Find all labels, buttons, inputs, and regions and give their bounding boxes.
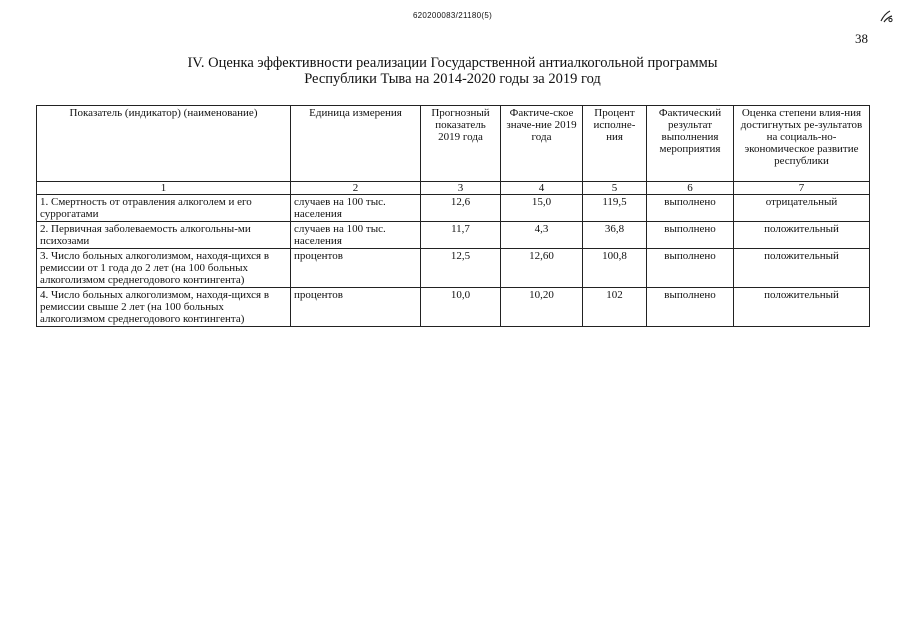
handwritten-mark-icon [878,8,894,24]
column-header: Фактический результат выполнения мероприятия [647,106,734,182]
indicator-cell: 1. Смертность от отравления алкоголем и его суррогатами [37,195,291,222]
column-header: Фактиче-ское значе-ние 2019 года [501,106,583,182]
forecast-cell: 12,5 [421,249,501,288]
result-cell: выполнено [647,222,734,249]
indicator-cell: 3. Число больных алкоголизмом, находя-щихся в ремиссии от 1 года до 2 лет (на 100 больных алкоголизмом среднегодового контингента) [37,249,291,288]
assessment-cell: отрицательный [734,195,870,222]
column-number: 1 [37,182,291,195]
assessment-cell: положительный [734,249,870,288]
column-number: 3 [421,182,501,195]
column-number: 6 [647,182,734,195]
title-line-1: IV. Оценка эффективности реализации Государственной антиалкогольной программы [187,55,718,71]
result-cell: выполнено [647,288,734,327]
column-header: Оценка степени влия-ния достигнутых ре-зультатов на социаль-но-экономическое развитие республики [734,106,870,182]
column-header: Единица измерения [291,106,421,182]
unit-cell: случаев на 100 тыс. населения [291,222,421,249]
evaluation-table [36,105,870,327]
table-row [37,222,870,249]
unit-cell: процентов [291,288,421,327]
page-number: 38 [855,31,868,46]
unit-cell: процентов [291,249,421,288]
unit-cell: случаев на 100 тыс. населения [291,195,421,222]
table-header-row [37,106,870,182]
column-header: Процент исполне-ния [583,106,647,182]
indicator-cell: 4. Число больных алкоголизмом, находя-щихся в ремиссии свыше 2 лет (на 100 больных алкоголизмом среднегодового контингента) [37,288,291,327]
column-number: 4 [501,182,583,195]
result-cell: выполнено [647,249,734,288]
table-row [37,288,870,327]
actual-cell: 10,20 [501,288,583,327]
result-cell: выполнено [647,195,734,222]
column-number: 2 [291,182,421,195]
percent-cell: 36,8 [583,222,647,249]
percent-cell: 119,5 [583,195,647,222]
assessment-cell: положительный [734,288,870,327]
forecast-cell: 12,6 [421,195,501,222]
percent-cell: 100,8 [583,249,647,288]
column-header: Прогнозный показатель 2019 года [421,106,501,182]
table-row [37,249,870,288]
assessment-cell: положительный [734,222,870,249]
title-line-2: Республики Тыва на 2014-2020 годы за 2019 год [304,71,601,87]
forecast-cell: 11,7 [421,222,501,249]
document-code: 620200083/21180(5) [412,11,493,20]
actual-cell: 15,0 [501,195,583,222]
indicator-cell: 2. Первичная заболеваемость алкогольны-ми психозами [37,222,291,249]
actual-cell: 4,3 [501,222,583,249]
column-header: Показатель (индикатор) (наименование) [37,106,291,182]
actual-cell: 12,60 [501,249,583,288]
forecast-cell: 10,0 [421,288,501,327]
table-row [37,195,870,222]
column-number-row [37,182,870,195]
column-number: 7 [734,182,870,195]
percent-cell: 102 [583,288,647,327]
page-title [0,55,905,87]
column-number: 5 [583,182,647,195]
